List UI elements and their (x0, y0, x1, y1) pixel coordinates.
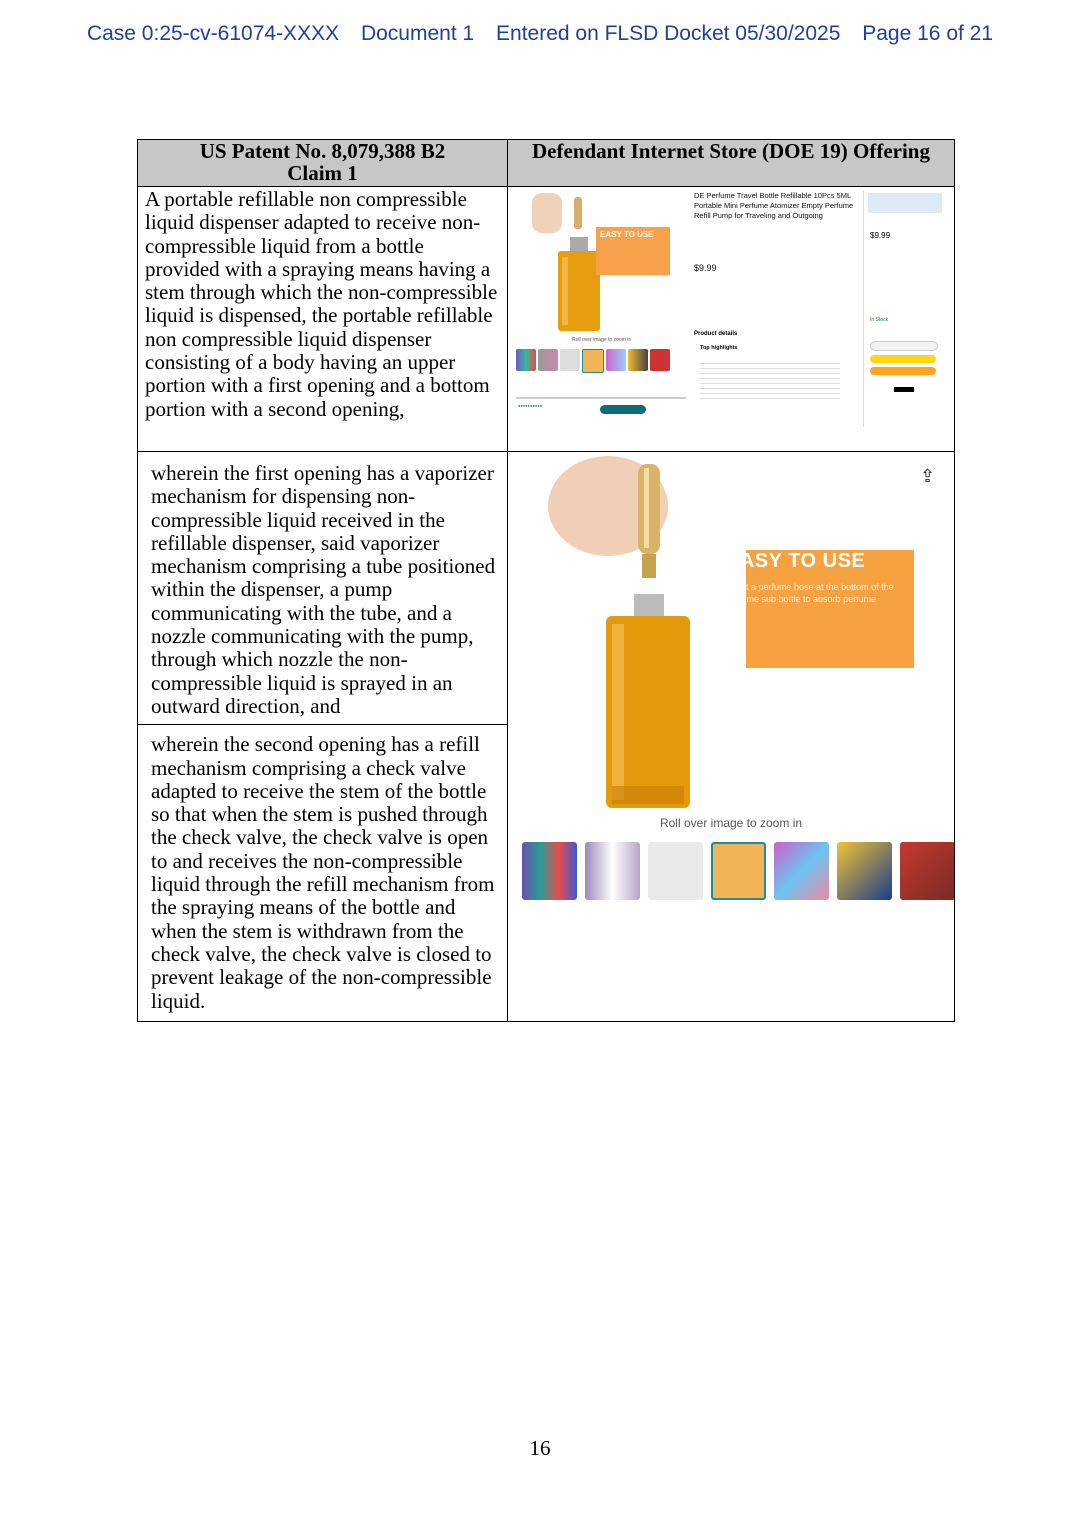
page-number: 16 (529, 1436, 551, 1460)
patent-header (138, 140, 508, 187)
thumbnail-strip (522, 842, 954, 900)
page-indicator: Page 16 of 21 (862, 22, 994, 45)
thumbnail[interactable] (606, 349, 626, 371)
offering-header: Defendant Internet Store (DOE 19) Offering (508, 140, 955, 187)
claim-label: Claim 1 (287, 161, 358, 185)
quantity-select[interactable] (870, 341, 938, 351)
listing-title-small: DE Perfume Travel Bottle Refillable 10Pcs 5ML Portable Mini Perfume Atomizer Empty Perfume Refill Pump for Traveling and Outgoing (694, 191, 854, 220)
claim-element-1: A portable refillable non compressible liquid dispenser adapted to receive non-compressible liquid from a bottle provided with a spraying means having a stem through which the non-compressible liquid is dispensed, the portable refillable non compressible liquid dispenser consisting of a body having an upper portion with a first opening and a bottom portion with a second opening, (145, 187, 498, 421)
banner-text: EASY TO USE (726, 550, 866, 572)
add-to-cart-button[interactable] (870, 355, 936, 363)
ask-suggestion[interactable]: ●●●●●●●●●● (518, 403, 543, 408)
thumbnail-strip-small (516, 349, 670, 373)
listing-screenshot-large (508, 452, 954, 1004)
banner-text-small: EASY TO USE (600, 230, 654, 239)
banner-sub-small (600, 241, 666, 246)
roll-over-text: Roll over image to zoom in (659, 816, 803, 830)
share-icon[interactable]: ⇪ (920, 466, 936, 486)
thumbnail[interactable] (516, 349, 536, 371)
thumbnail[interactable] (560, 349, 580, 371)
thumbnail[interactable] (522, 842, 577, 900)
entered-date: Entered on FLSD Docket 05/30/2025 (496, 22, 841, 45)
ask-button[interactable] (600, 405, 646, 414)
thumbnail[interactable] (900, 842, 954, 900)
spec-rows (700, 359, 840, 399)
redacted-seller (894, 387, 914, 392)
claim-element-3: wherein the second opening has a refill mechanism comprising a check valve adapted to receive the stem of the bottle so that when the stem is pushed through the check valve, the check valve is open to and receives the non-compressible liquid through the refill mechanism from the spraying means of the bottle and when the stem is withdrawn from the check valve, the check valve is closed to prevent leakage of the non-compressible liquid. (151, 732, 495, 1013)
thumbnail[interactable] (837, 842, 892, 900)
thumbnail[interactable] (538, 349, 558, 371)
product-details-heading: Product details (694, 331, 738, 337)
thumbnail[interactable] (582, 349, 604, 373)
prime-promo (868, 193, 942, 213)
buy-box-small (863, 191, 948, 427)
easy-to-use-banner (726, 550, 914, 668)
thumbnail[interactable] (648, 842, 703, 900)
document-number: Document 1 (360, 22, 475, 45)
docket-header (0, 22, 1080, 46)
claim-chart-table (137, 139, 955, 1022)
listing-screenshot-small (508, 187, 954, 451)
roll-over-text-small: Roll over image to zoom in (572, 337, 632, 343)
patent-number: US Patent No. 8,079,388 B2 (199, 139, 446, 163)
case-number: Case 0:25-cv-61074-XXXX (86, 22, 340, 45)
thumbnail[interactable] (774, 842, 829, 900)
thumbnail-selected[interactable] (711, 842, 766, 900)
claim-element-2: wherein the first opening has a vaporizer mechanism for dispensing non-compressible liquid received in the refillable dispenser, said vaporizer mechanism comprising a tube positioned within the dispenser, a pump communicating with the tube, and a nozzle communicating with the pump, through which nozzle the non-compressible liquid is sprayed in an outward direction, and (151, 461, 496, 718)
thumbnail[interactable] (650, 349, 670, 371)
top-highlights-heading: Top highlights (700, 345, 738, 351)
divider (516, 397, 686, 399)
banner-subtext: Insert a perfume hose at the bottom of the perfume sub bottle to absorb perfume (726, 582, 894, 604)
buy-box-price: $9.99 (870, 231, 891, 240)
easy-to-use-banner-small (596, 227, 670, 275)
listing-price-small: $9.99 (694, 263, 717, 273)
thumbnail[interactable] (628, 349, 648, 371)
in-stock-text: In Stock (870, 317, 889, 323)
buy-now-button[interactable] (870, 367, 936, 375)
thumbnail[interactable] (585, 842, 640, 900)
